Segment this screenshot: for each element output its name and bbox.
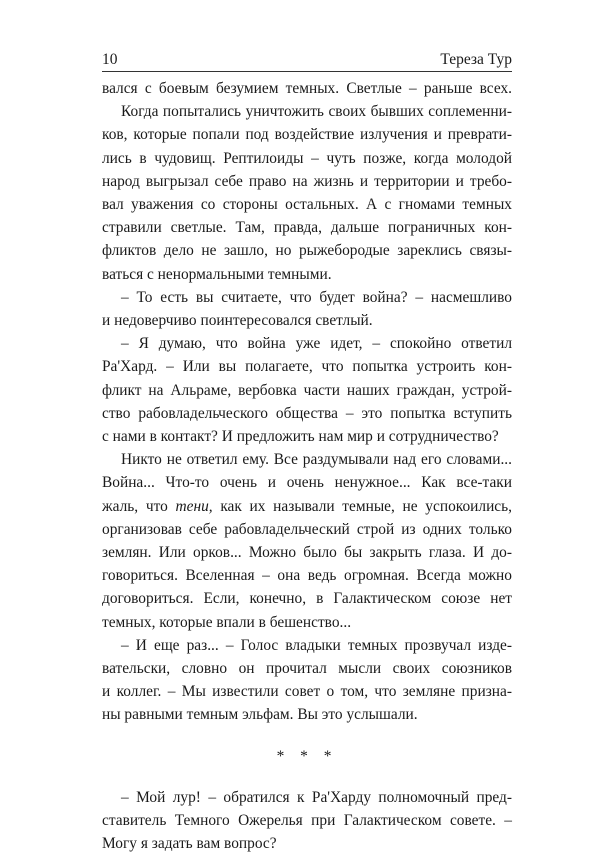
text-line: вался с боевым безумием темных. Светлые – раньше всех. [102,80,512,97]
text-line: организовав себе рабовладельческий строй из одних только [102,520,512,538]
text-line: – Мой лур! – обратился к Ра'Харду полномочный пред- [121,788,512,806]
text-line: народ выгрызал себе право на жизнь и территории и требо- [102,172,512,190]
body-text [102,77,512,856]
text-line: землян. Или орков... Можно было бы закрыть глаза. И до- [102,544,512,562]
paragraph [102,286,512,332]
text-line: Ра'Хард. – Или вы полагаете, что попытка устроить кон- [102,358,512,376]
text-line: – То есть вы считаете, что будет война? – насмешливо [121,288,512,306]
text-line: ваться с ненормальными темными. [102,265,332,283]
paragraph [102,332,512,448]
section-gap [102,727,512,745]
text-line: Могу я задать вам вопрос? [102,835,277,853]
paragraph [102,77,512,286]
text-line: с нами в контакт? И предложить нам мир и сотрудничество? [102,428,499,446]
paragraph [102,448,512,634]
header-rule [102,71,512,72]
text-line: ков, которые попали под воздействие излучения и преврати- [102,126,512,144]
text-line: вал уважения со стороны остальных. А с гномами темных [102,196,512,214]
text-run: как их называли темные, не успокоились, [212,497,513,515]
italic-word: тени, [175,497,213,515]
text-line: – Я думаю, что война уже идет, – спокойно ответил [121,335,512,353]
text-line: ство рабовладельческого общества – это попытка вступить [102,404,512,422]
text-line: говориться. Вселенная – она ведь огромная. Всегда можно [102,567,512,585]
text-line: темных, которые впали в бешенство... [102,613,352,631]
text-line: стравили светлые. Там, правда, дальше пограничных кон- [102,219,512,237]
text-line: Никто не ответил ему. Все раздумывали над его словами... [121,451,512,469]
text-line: и коллег. – Мы известили совет о том, что земляне призна- [102,683,512,701]
text-line: фликт на Альраме, вербовка части наших граждан, устрой- [102,381,512,399]
text-line: Война... Что-то очень и очень ненужное... Как все-таки [102,474,512,492]
running-header [102,44,512,70]
paragraph [102,634,512,727]
text-run: жаль, что [102,497,176,515]
text-line: лись в чудовищ. Рептилоиды – чуть позже, когда молодой [102,149,512,167]
text-line [102,495,512,518]
section-separator: * * * [276,747,338,765]
text-line: – И еще раз... – Голос владыки темных прозвучал изде- [121,636,512,654]
paragraph [102,786,512,856]
text-line: и недоверчиво поинтересовался светлый. [102,312,373,330]
section-gap [102,768,512,786]
text-line: фликтов дело не зашло, но рыжебородые зареклись связы- [102,242,512,260]
text-line: договориться. Если, конечно, в Галактическом союзе нет [102,590,512,608]
text-line: вательски, словно он прочитал мысли своих союзников [102,660,512,678]
running-header-author: Тереза Тур [440,51,512,68]
text-line: ны равными темным эльфам. Вы это услышали. [102,706,418,724]
text-line: Когда попытались уничтожить своих бывших соплеменни- [121,103,512,121]
page-number: 10 [102,51,118,68]
text-line: ставитель Темного Ожерелья при Галактическом совете. – [102,812,512,830]
